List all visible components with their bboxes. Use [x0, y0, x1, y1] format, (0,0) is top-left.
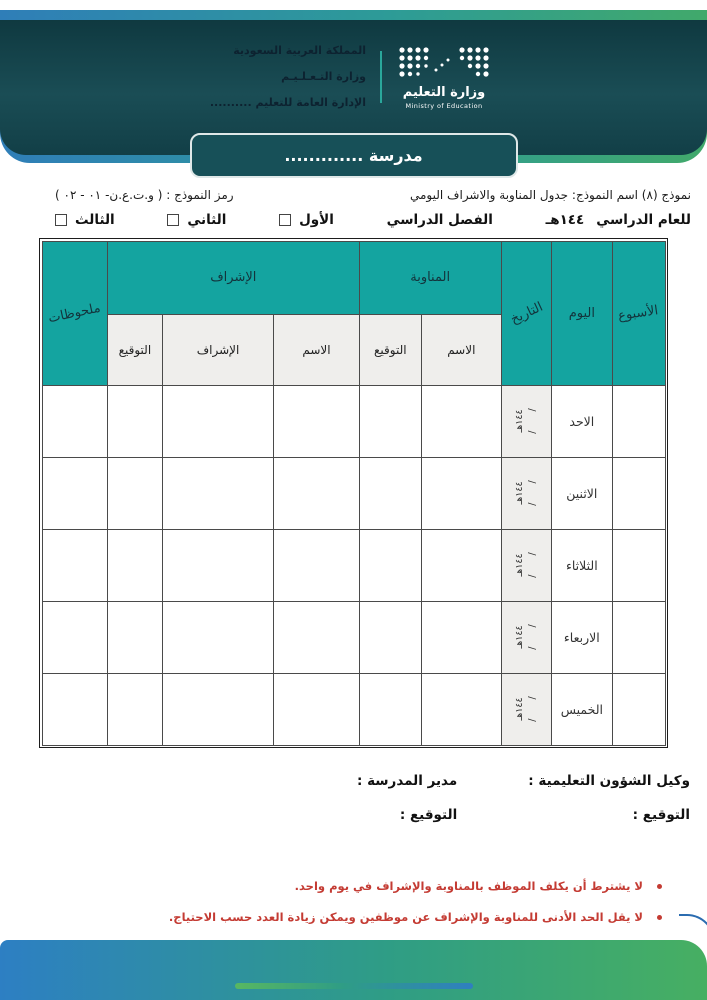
- duty-name-cell[interactable]: [421, 673, 501, 745]
- logo-arabic-wordmark: وزارة التعليم: [402, 84, 486, 100]
- supervision-signature-cell[interactable]: [107, 529, 162, 601]
- supervision-signature-cell[interactable]: [107, 457, 162, 529]
- duty-name-header: الاسم: [421, 314, 501, 385]
- supervision-signature-cell[interactable]: [107, 601, 162, 673]
- form-meta-row: [0, 182, 707, 202]
- ministry-logo: [396, 45, 492, 110]
- notes-cell[interactable]: [42, 457, 107, 529]
- day-label: الاربعاء: [552, 601, 612, 673]
- duty-group-header: المناوبة: [359, 241, 501, 314]
- checkbox-second-icon[interactable]: [167, 214, 179, 226]
- year-label: للعام الدراسي: [596, 212, 691, 228]
- supervision-area-header: الإشراف: [162, 314, 274, 385]
- supervision-signature-cell[interactable]: [107, 385, 162, 457]
- duty-name-cell[interactable]: [421, 457, 501, 529]
- principal-signature-column: [0, 764, 457, 832]
- footer-arc-decoration: [679, 914, 707, 942]
- duty-signature-cell[interactable]: [359, 385, 421, 457]
- semester-option-second: [167, 212, 226, 228]
- day-label: الثلاثاء: [552, 529, 612, 601]
- date-cell[interactable]: ١٤٤هـ / /: [501, 673, 551, 745]
- supervision-area-cell[interactable]: [162, 673, 274, 745]
- schedule-table: [42, 241, 666, 746]
- term-row: [0, 202, 707, 228]
- footnote-2-text: لا يقل الحد الأدنى للمناوبة والإشراف عن موظفين ويمكن زيادة العدد حسب الاحتياج.: [168, 910, 643, 924]
- semester-label: الفصل الدراسي: [386, 212, 493, 228]
- supervision-group-header: الإشراف: [107, 241, 359, 314]
- bullet-icon: [657, 884, 662, 889]
- semester-option-first-label: الأول: [299, 212, 334, 228]
- supervision-signature-header: التوقيع: [107, 314, 162, 385]
- kingdom-line: المملكة العربية السعودية: [233, 44, 366, 57]
- duty-name-cell[interactable]: [421, 385, 501, 457]
- supervision-signature-cell[interactable]: [107, 673, 162, 745]
- ministry-logo-dots-icon: [396, 45, 492, 79]
- date-header: التاريخ: [501, 241, 551, 385]
- checkbox-first-icon[interactable]: [279, 214, 291, 226]
- year-value[interactable]: ١٤٤هـ: [545, 212, 585, 228]
- deputy-signature-line[interactable]: التوقيع :: [632, 807, 690, 823]
- week-cell[interactable]: [612, 457, 665, 529]
- week-cell[interactable]: [612, 385, 665, 457]
- schedule-table-frame: [39, 238, 668, 748]
- ministry-line: وزارة التـعـلـيـم: [281, 70, 366, 83]
- supervision-area-cell[interactable]: [162, 457, 274, 529]
- duty-signature-cell[interactable]: [359, 601, 421, 673]
- semester-option-second-label: الثاني: [187, 212, 227, 228]
- date-cell[interactable]: ١٤٤هـ / /: [501, 457, 551, 529]
- semester-option-third: [55, 212, 115, 228]
- week-cell[interactable]: [612, 601, 665, 673]
- footnote-1-text: لا يشترط أن يكلف الموظف بالمناوبة والإشراف في يوم واحد.: [294, 879, 643, 893]
- table-row-monday: [42, 457, 665, 529]
- date-cell[interactable]: ١٤٤هـ / /: [501, 529, 551, 601]
- footnote-2: [40, 909, 662, 926]
- supervision-area-cell[interactable]: [162, 385, 274, 457]
- footnotes: [0, 878, 707, 926]
- duty-signature-cell[interactable]: [359, 673, 421, 745]
- notes-cell[interactable]: [42, 385, 107, 457]
- day-label: الاحد: [552, 385, 612, 457]
- header: [0, 0, 707, 182]
- deputy-label: وكيل الشؤون التعليمية :: [528, 773, 690, 789]
- date-cell[interactable]: ١٤٤هـ / /: [501, 601, 551, 673]
- logo-separator: [380, 51, 382, 103]
- principal-label: مدير المدرسة :: [357, 773, 458, 789]
- week-cell[interactable]: [612, 673, 665, 745]
- duty-name-cell[interactable]: [421, 529, 501, 601]
- checkbox-third-icon[interactable]: [55, 214, 67, 226]
- table-row-wednesday: [42, 601, 665, 673]
- week-cell[interactable]: [612, 529, 665, 601]
- semester-option-first: [279, 212, 334, 228]
- day-label: الخميس: [552, 673, 612, 745]
- form-name-label: نموذج (٨) اسم النموذج: جدول المناوبة والاشراف اليومي: [409, 188, 691, 202]
- notes-cell[interactable]: [42, 673, 107, 745]
- bullet-icon: [657, 915, 662, 920]
- principal-signature-line[interactable]: التوقيع :: [399, 807, 458, 823]
- duty-name-cell[interactable]: [421, 601, 501, 673]
- logo-english-wordmark: Ministry of Education: [405, 101, 483, 110]
- supervision-name-header: الاسم: [274, 314, 359, 385]
- semester-option-third-label: الثالث: [75, 212, 115, 228]
- table-row-tuesday: [42, 529, 665, 601]
- government-text: [210, 38, 366, 116]
- footer-accent-strip: [235, 983, 473, 989]
- signature-block: [0, 748, 707, 832]
- supervision-name-cell[interactable]: [274, 385, 359, 457]
- table-row-thursday: [42, 673, 665, 745]
- day-label: الاثنين: [552, 457, 612, 529]
- footnote-1: [40, 878, 662, 895]
- notes-cell[interactable]: [42, 529, 107, 601]
- supervision-area-cell[interactable]: [162, 529, 274, 601]
- table-row-sunday: [42, 385, 665, 457]
- admin-line: الإدارة العامة للتعليم ..........: [209, 96, 366, 109]
- duty-signature-header: التوقيع: [359, 314, 421, 385]
- school-name-banner[interactable]: مدرسة .............: [190, 133, 518, 178]
- day-header: اليوم: [552, 241, 612, 385]
- duty-signature-cell[interactable]: [359, 529, 421, 601]
- supervision-name-cell[interactable]: [274, 529, 359, 601]
- supervision-name-cell[interactable]: [274, 457, 359, 529]
- notes-header: ملحوظات: [42, 241, 107, 385]
- date-cell[interactable]: ١٤٤هـ / /: [501, 385, 551, 457]
- deputy-signature-column: [528, 764, 690, 832]
- notes-cell[interactable]: [42, 601, 107, 673]
- footer-gradient-band: [0, 940, 707, 1000]
- duty-signature-cell[interactable]: [359, 457, 421, 529]
- supervision-area-cell[interactable]: [162, 601, 274, 673]
- supervision-name-cell[interactable]: [274, 673, 359, 745]
- supervision-name-cell[interactable]: [274, 601, 359, 673]
- week-header: الأسبوع: [612, 241, 665, 385]
- form-code-label: رمز النموذج : ( و.ت.ع.ن- ٠١ - ٠٢ ): [55, 188, 234, 202]
